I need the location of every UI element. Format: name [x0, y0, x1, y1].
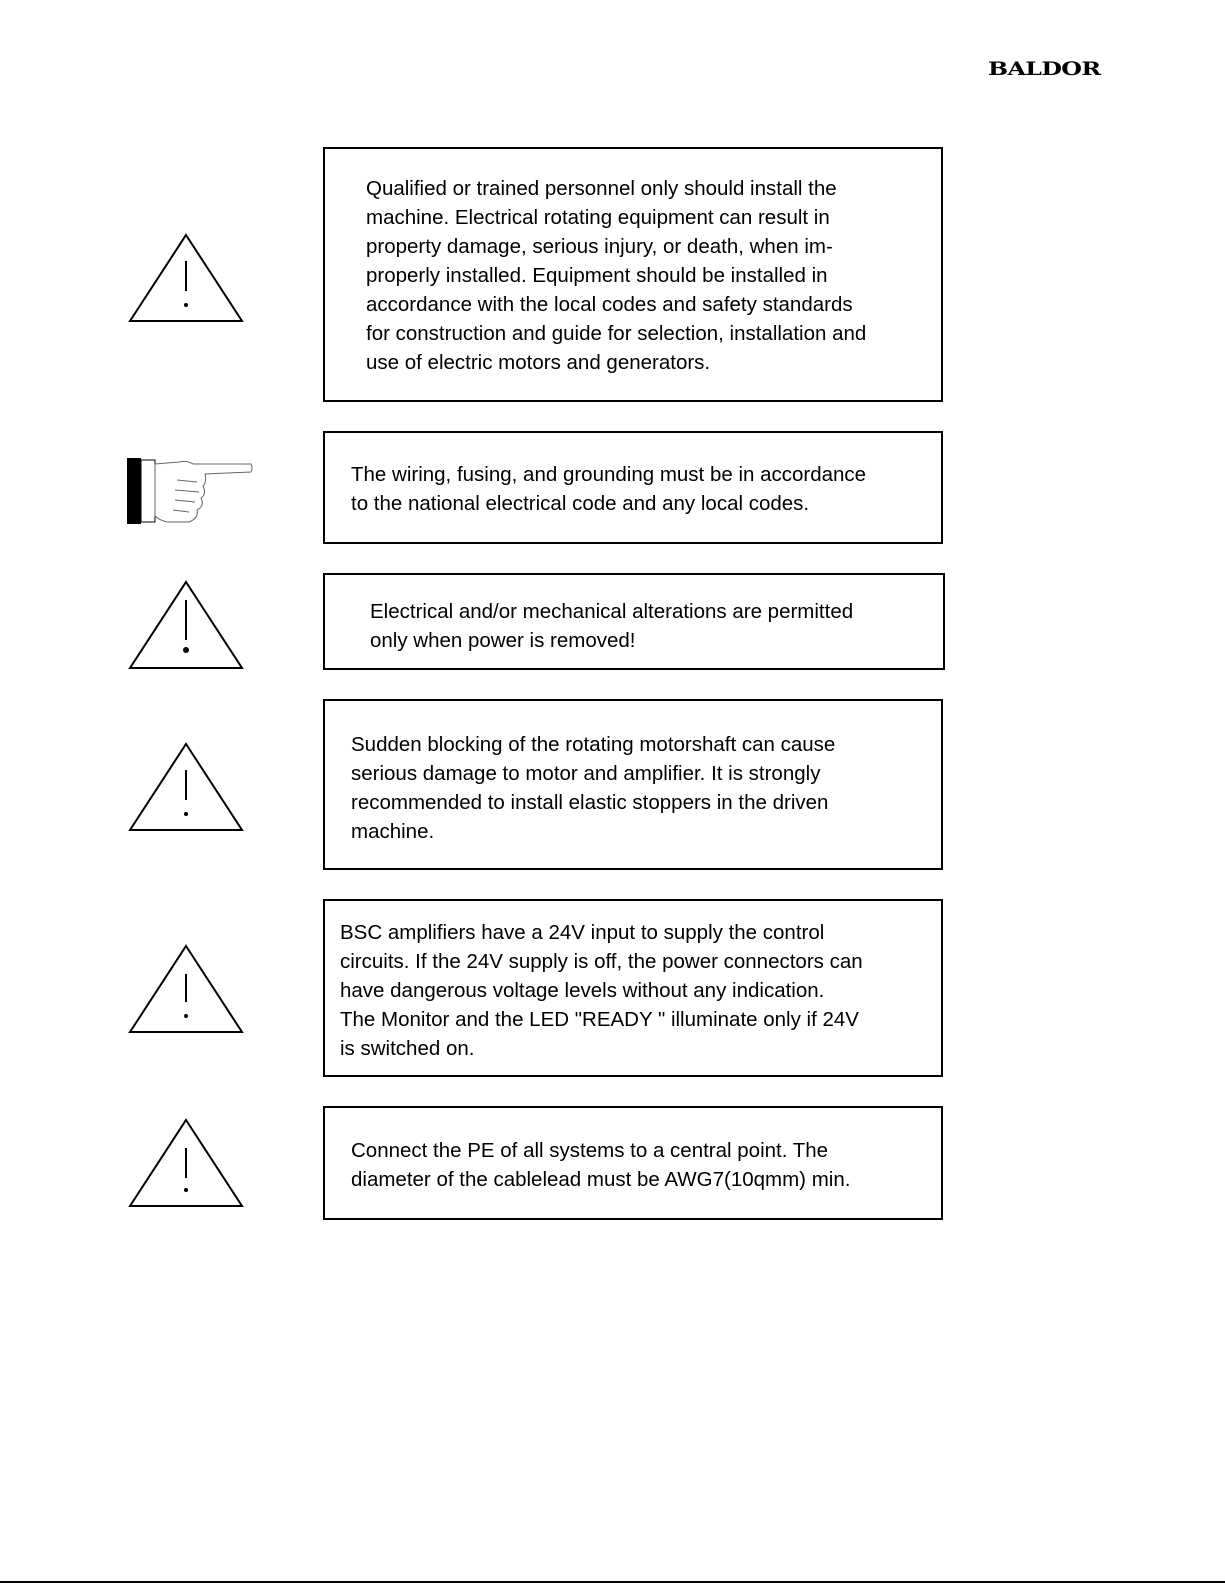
notice-text-qualified-personnel: Qualified or trained personnel only should install the machine. Electrical rotating equipment can result in property damage, serious injury, or death, when im- properly installed. Equipment should be installed in accordance with the local codes and safety standards for construction and guide for selection, installation and use of electric motors and generators. [366, 177, 867, 374]
notice-text-wiring: The wiring, fusing, and grounding must be in accordance to the national electrical code and any local codes. [351, 463, 867, 515]
page-bottom-rule [0, 1581, 1225, 1583]
notice-text-alterations: Electrical and/or mechanical alterations are permitted only when power is removed! [370, 600, 854, 652]
warning-triangle-icon [128, 1118, 244, 1208]
notice-text-24v-supply: BSC amplifiers have a 24V input to supply the control circuits. If the 24V supply is off, the power connectors can have dangerous voltage levels without any indication. The Monitor and the LED "READY " illuminate only if 24V is switched on. [340, 921, 863, 1060]
pointing-hand-icon [127, 458, 255, 526]
notice-text-pe-connection: Connect the PE of all systems to a central point. The diameter of the cablelead must be AWG7(10qmm) min. [351, 1139, 851, 1191]
warning-triangle-icon [128, 742, 244, 832]
warning-triangle-icon [128, 944, 244, 1034]
warning-triangle-icon [128, 580, 244, 670]
notice-text-sudden-blocking: Sudden blocking of the rotating motorshaft can cause serious damage to motor and amplifier. It is strongly recommended to install elastic stoppers in the driven machine. [351, 733, 836, 843]
baldor-logo: BALDOR [988, 58, 1101, 80]
warning-triangle-icon [128, 233, 244, 323]
